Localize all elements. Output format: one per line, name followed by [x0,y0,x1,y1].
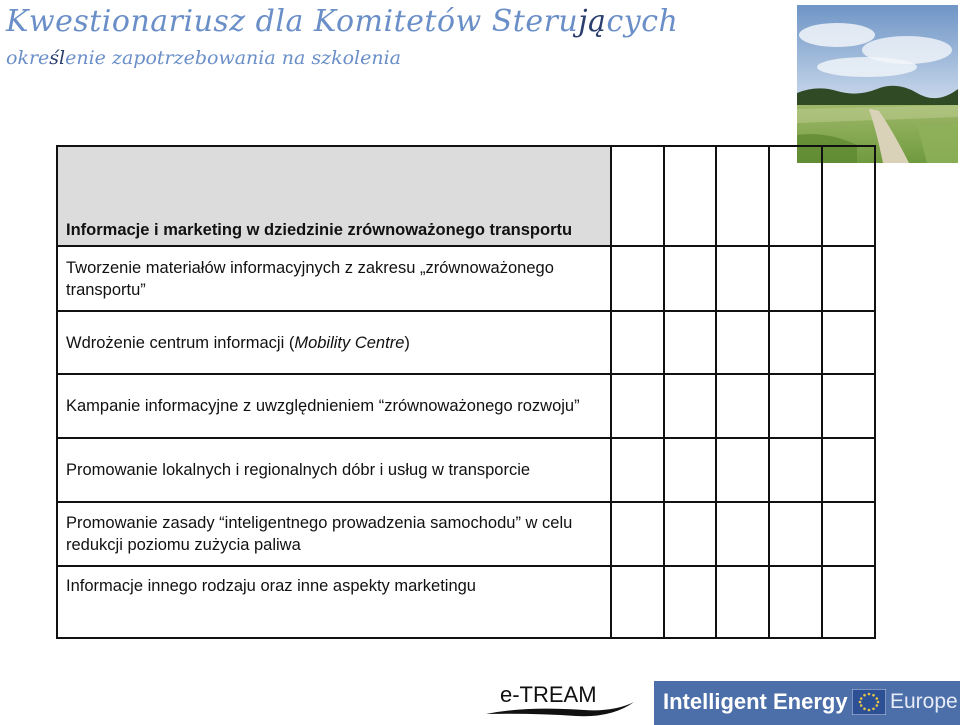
intelligent-energy-banner [654,681,960,725]
score-cell[interactable] [611,502,664,566]
table-row [57,311,875,374]
score-cell[interactable] [611,438,664,502]
row-label: Tworzenie materiałów informacyjnych z zakresu „zrównoważonego transportu” [66,258,554,299]
banner-text: Intelligent Energy [663,689,848,714]
etream-logo [484,680,644,720]
score-cell[interactable] [769,374,822,438]
score-cell[interactable] [822,374,875,438]
row-label: Kampanie informacyjne z uwzględnieniem “zrównoważonego rozwoju” [66,397,580,415]
row-label: Promowanie zasady “inteligentnego prowadzenia samochodu” w celu redukcji poziomu zużycia paliwa [66,514,573,554]
score-cell[interactable] [716,311,769,374]
score-cell[interactable] [822,146,875,246]
row-label-cell [57,438,611,502]
score-cell[interactable] [611,146,664,246]
score-cell[interactable] [664,502,717,566]
landscape-photo [797,5,958,163]
score-cell[interactable] [769,146,822,246]
eu-flag-icon [852,689,886,715]
banner-europe-text: Europe [890,690,958,713]
score-cell[interactable] [716,246,769,311]
row-label-cell [57,502,611,566]
score-cell[interactable] [769,311,822,374]
section-title: Informacje i marketing w dziedzinie zrównoważonego transportu [66,221,573,239]
row-label-cell [57,566,611,638]
title-text: Kwestionariusz dla Komitetów Steru [6,4,579,39]
score-cell[interactable] [664,438,717,502]
score-cell[interactable] [611,246,664,311]
score-cell[interactable] [822,566,875,638]
row-label-cell [57,311,611,374]
title-text-end: cych [606,4,679,39]
score-cell[interactable] [822,438,875,502]
etream-logo-text: e-TREAM [500,682,597,707]
score-cell[interactable] [769,502,822,566]
row-label-part: Wdrożenie centrum informacji ( [66,333,295,352]
table-row [57,246,875,311]
score-cell[interactable] [664,246,717,311]
table-section-header [57,146,875,246]
title-highlight: ją [578,4,607,39]
score-cell[interactable] [664,566,717,638]
score-cell[interactable] [611,311,664,374]
row-label [66,332,602,354]
score-cell[interactable] [611,566,664,638]
page-subtitle [6,47,401,69]
score-cell[interactable] [611,374,664,438]
score-cell[interactable] [822,502,875,566]
row-label: Promowanie lokalnych i regionalnych dóbr i usług w transporcie [66,461,531,479]
table-row [57,502,875,566]
row-label-cell [57,374,611,438]
subtitle-highlight: śl [49,47,66,69]
score-cell[interactable] [716,438,769,502]
row-label-cell [57,246,611,311]
score-cell[interactable] [716,566,769,638]
page-title [6,4,678,39]
survey-table [56,145,876,639]
section-title-cell [57,146,611,246]
score-cell[interactable] [664,311,717,374]
table-row [57,438,875,502]
row-label-italic: Mobility Centre [294,333,405,352]
score-cell[interactable] [769,246,822,311]
table-row [57,374,875,438]
score-cell[interactable] [716,374,769,438]
row-label: Informacje innego rodzaju oraz inne aspekty marketingu [66,577,476,595]
row-label-part: ) [404,333,410,352]
score-cell[interactable] [716,502,769,566]
score-cell[interactable] [716,146,769,246]
score-cell[interactable] [664,146,717,246]
subtitle-text-end: enie zapotrzebowania na szkolenia [65,47,402,69]
table-row [57,566,875,638]
score-cell[interactable] [822,246,875,311]
score-cell[interactable] [769,566,822,638]
subtitle-text: okre [6,47,50,69]
score-cell[interactable] [822,311,875,374]
score-cell[interactable] [769,438,822,502]
score-cell[interactable] [664,374,717,438]
